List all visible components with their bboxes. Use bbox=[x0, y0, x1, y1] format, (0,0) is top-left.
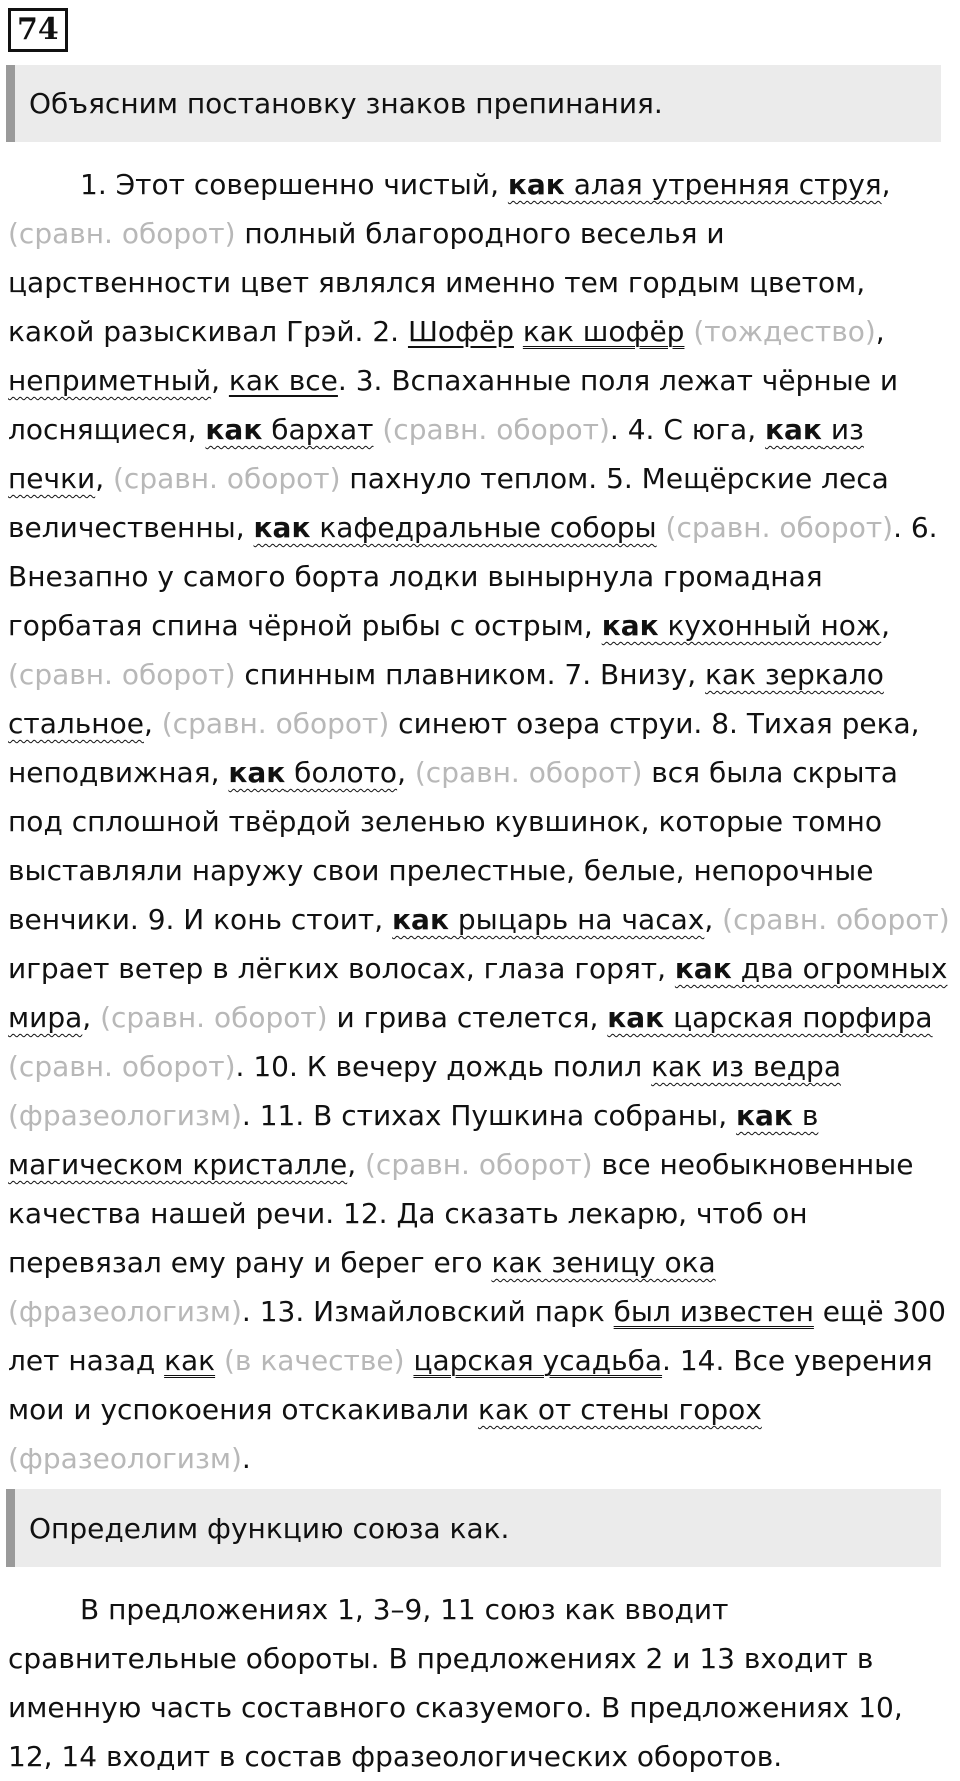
text-run: вся была скрыта под сплошной твёрдой зеленью кувшинок, которые томно выставляли наружу свои прелестные, белые, непорочные венчики. bbox=[8, 756, 898, 936]
punct: , bbox=[704, 903, 714, 936]
predicate: как bbox=[164, 1344, 216, 1377]
analysis-text bbox=[8, 160, 953, 1483]
annotation: (сравн. оборот) bbox=[414, 756, 643, 789]
section-heading-text: Определим функцию союза как. bbox=[29, 1511, 510, 1545]
punct: , bbox=[143, 707, 153, 740]
comparative-phrase: как зеркало стальное bbox=[8, 658, 884, 740]
annotation: (сравн. оборот) bbox=[161, 707, 390, 740]
punct: , bbox=[397, 756, 406, 789]
text-run: пахнуло теплом. 5. Мещёрские леса величественны, bbox=[8, 462, 889, 544]
conjunction-kak: как bbox=[674, 952, 732, 985]
punct: , bbox=[881, 168, 891, 201]
sentence-number: 2. bbox=[372, 315, 408, 348]
text-run: Этот совершенно чистый, bbox=[115, 168, 508, 201]
annotation: (сравн. оборот) bbox=[722, 903, 950, 936]
conjunction-kak: как bbox=[607, 1001, 665, 1034]
comparative-phrase: в магическом кристалле bbox=[8, 1099, 819, 1181]
annotation: (сравн. оборот) bbox=[8, 1050, 236, 1083]
idiom: как из ведра bbox=[651, 1050, 841, 1083]
conjunction-kak: как bbox=[507, 168, 565, 201]
section-heading-function bbox=[6, 1489, 941, 1567]
punct: , bbox=[881, 609, 891, 642]
punct: , bbox=[95, 462, 105, 495]
conjunction-kak: как bbox=[601, 609, 659, 642]
comparative-phrase: два огромных мира bbox=[8, 952, 948, 1034]
comparative-phrase: царская порфира bbox=[664, 1001, 933, 1034]
analysis-paragraph bbox=[8, 160, 953, 1483]
conjunction-kak: как bbox=[765, 413, 822, 446]
text-run: . 6. Внезапно у самого борта лодки вынырнула громадная горбатая спина чёрной рыбы с острым, bbox=[8, 511, 938, 642]
comparative-phrase: из печки bbox=[8, 413, 864, 495]
annotation: (сравн. оборот) bbox=[665, 511, 894, 544]
text-run: . 10. К вечеру дождь полил bbox=[235, 1050, 652, 1083]
predicate: как шофёр bbox=[522, 315, 685, 348]
comparative-phrase: кухонный нож bbox=[658, 609, 882, 642]
punct: , bbox=[82, 1001, 92, 1034]
task-number: 74 bbox=[8, 8, 68, 52]
text-run: 9. И конь стоит, bbox=[147, 903, 393, 936]
text-run: играет ветер в лёгких волосах, глаза горят, bbox=[8, 952, 675, 985]
conclusion-text: В предложениях 1, 3–9, 11 союз как вводит сравнительные обороты. В предложениях 2 и 13 входит в именную часть составного сказуемого. В предложениях 10, 12, 14 входит в состав фразеологических оборотов. bbox=[8, 1593, 903, 1773]
subject: Шофёр bbox=[407, 315, 514, 348]
comparative-phrase: бархат bbox=[262, 413, 374, 446]
punct: . bbox=[241, 1442, 251, 1475]
text-run: ещё 300 лет назад bbox=[8, 1295, 946, 1377]
annotation: (сравн. оборот) bbox=[100, 1001, 328, 1034]
conjunction-kak: как bbox=[228, 756, 286, 789]
sentence-number: 1. bbox=[80, 168, 116, 201]
annotation: (сравн. оборот) bbox=[382, 413, 610, 446]
section-heading-punctuation bbox=[6, 65, 941, 142]
predicate: царская усадьба bbox=[413, 1344, 663, 1377]
punct: , bbox=[211, 364, 220, 397]
annotation: (тождество) bbox=[693, 315, 876, 348]
conjunction-kak: как bbox=[205, 413, 263, 446]
text-run: . 3. Вспаханные поля лежат чёрные и лоснящиеся, bbox=[8, 364, 899, 446]
attribute: неприметный bbox=[8, 364, 212, 397]
conclusion-paragraph bbox=[8, 1585, 953, 1781]
text-run: . 14. Все уверения мои и успокоения отскакивали bbox=[8, 1344, 933, 1426]
section-heading-text: Объясним постановку знаков препинания. bbox=[29, 87, 663, 120]
annotation: (сравн. оборот) bbox=[8, 217, 236, 250]
comparative-phrase: как все bbox=[228, 364, 338, 397]
text-run: . 11. В стихах Пушкина собраны, bbox=[241, 1099, 737, 1132]
annotation: (сравн. оборот) bbox=[365, 1148, 593, 1181]
punct: , bbox=[875, 315, 885, 348]
text-run: синеют озера струи. 8. Тихая река, неподвижная, bbox=[8, 707, 920, 789]
conjunction-kak: как bbox=[392, 903, 449, 936]
annotation: (сравн. оборот) bbox=[113, 462, 341, 495]
text-run: . 13. Измайловский парк bbox=[241, 1295, 614, 1328]
text-run: все необыкновенные качества нашей речи. 12. Да сказать лекарю, чтоб он перевязал ему рану и берег его bbox=[8, 1148, 914, 1279]
annotation: (фразеологизм) bbox=[8, 1295, 242, 1328]
annotation: (сравн. оборот) bbox=[8, 658, 236, 691]
idiom: как от стены горох bbox=[478, 1393, 762, 1426]
comparative-phrase: алая утренняя струя bbox=[564, 168, 882, 201]
idiom: как зеницу ока bbox=[491, 1246, 716, 1279]
comparative-phrase: рыцарь на часах bbox=[448, 903, 705, 936]
text-run: полный благородного веселья и царственности цвет являлся именно тем гордым цветом, какой разыскивал Грэй. bbox=[8, 217, 866, 348]
conjunction-kak: как bbox=[253, 511, 311, 544]
text-run: и грива стелется, bbox=[327, 1001, 608, 1034]
comparative-phrase: кафедральные соборы bbox=[310, 511, 657, 544]
comparative-phrase: болото bbox=[285, 756, 398, 789]
conjunction-kak: как bbox=[736, 1099, 793, 1132]
predicate: был известен bbox=[613, 1295, 814, 1328]
annotation: (фразеологизм) bbox=[8, 1442, 242, 1475]
punct: , bbox=[347, 1148, 357, 1181]
annotation: (в качестве) bbox=[224, 1344, 405, 1377]
text-run: спинным плавником. 7. Внизу, bbox=[235, 658, 705, 691]
annotation: (фразеологизм) bbox=[8, 1099, 242, 1132]
text-run: . 4. С юга, bbox=[609, 413, 766, 446]
